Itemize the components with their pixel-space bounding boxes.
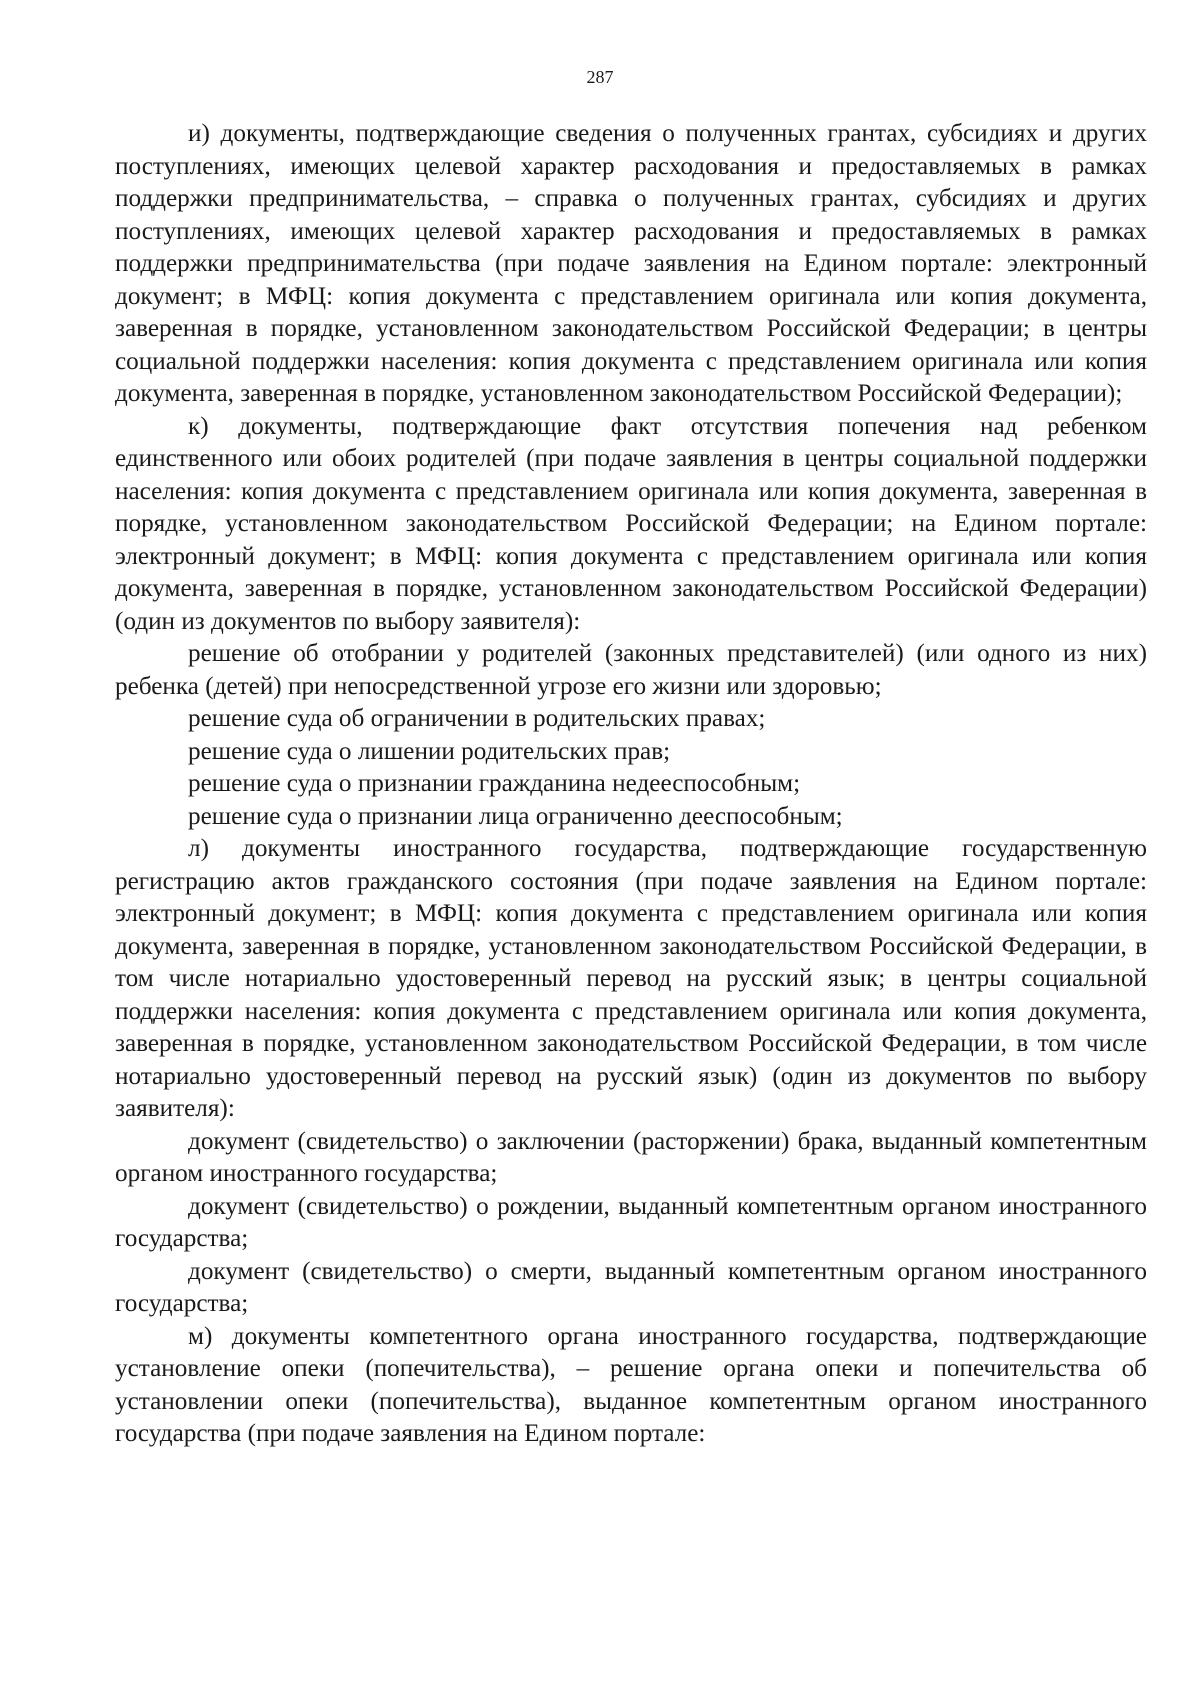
list-item: решение суда о признании лица ограниченно дееспособным; [188,802,843,830]
paragraph-l: л) документы иностранного государства, подтверждающие государственную регистрацию актов гражданского состояния (при подаче заявления на Едином портале: электронный документ; в МФЦ: копия документа с представлением оригинала или копия документа, заверенная в порядке, установленном законодательством Российской Федерации, в том числе нотариально удостоверенный перевод на русский язык; в центры социальной поддержки населения: копия документа с представлением оригинала или копия документа, заверенная в порядке, установленном законодательством Российской Федерации, в том числе нотариально удостоверенный перевод на русский язык) (один из документов по выбору заявителя): [115,835,1147,1122]
page-number: 287 [586,67,614,87]
paragraph-k: к) документы, подтверждающие факт отсутствия попечения над ребенком единственного или обоих родителей (при подаче заявления в центры социальной поддержки населения: копия документа с представлением оригинала или копия документа, заверенная в порядке, установленном законодательством Российской Федерации; на Едином портале: электронный документ; в МФЦ: копия документа с представлением оригинала или копия документа, заверенная в порядке, установленном законодательством Российской Федерации) (один из документов по выбору заявителя): [115,412,1147,635]
list-item: решение суда об ограничении в родительских правах; [188,705,766,732]
paragraph-i: и) документы, подтверждающие сведения о полученных грантах, субсидиях и других поступлениях, имеющих целевой характер расходования и предоставляемых в рамках поддержки предпринимательства, – справка о полученных грантах, субсидиях и других поступлениях, имеющих целевой характер расходования и предоставляемых в рамках поддержки предпринимательства (при подаче заявления на Едином портале: электронный документ; в МФЦ: копия документа с представлением оригинала или копия документа, заверенная в порядке, установленном законодательством Российской Федерации; в центры социальной поддержки населения: копия документа с представлением оригинала или копия документа, заверенная в порядке, установленном законодательством Российской Федерации); [115,120,1147,407]
list-item: документ (свидетельство) о смерти, выданный компетентным органом иностранного государства; [115,1257,1147,1317]
list-item: документ (свидетельство) о заключении (расторжении) брака, выданный компетентным органом иностранного государства; [115,1127,1147,1187]
list-item: решение суда о лишении родительских прав; [188,737,671,765]
list-item: решение об отобрании у родителей (законных представителей) (или одного из них) ребенка (детей) при непосредственной угрозе его жизни или здоровью; [115,640,1147,700]
paragraph-m: м) документы компетентного органа иностранного государства, подтверждающие установление опеки (попечительства), – решение органа опеки и попечительства об установлении опеки (попечительства), выданное компетентным органом иностранного государства (при подаче заявления на Едином портале: [115,1322,1147,1447]
list-item: документ (свидетельство) о рождении, выданный компетентным органом иностранного государства; [115,1192,1147,1252]
document-body [115,118,1147,1451]
list-item: решение суда о признании гражданина недееспособным; [188,770,801,797]
